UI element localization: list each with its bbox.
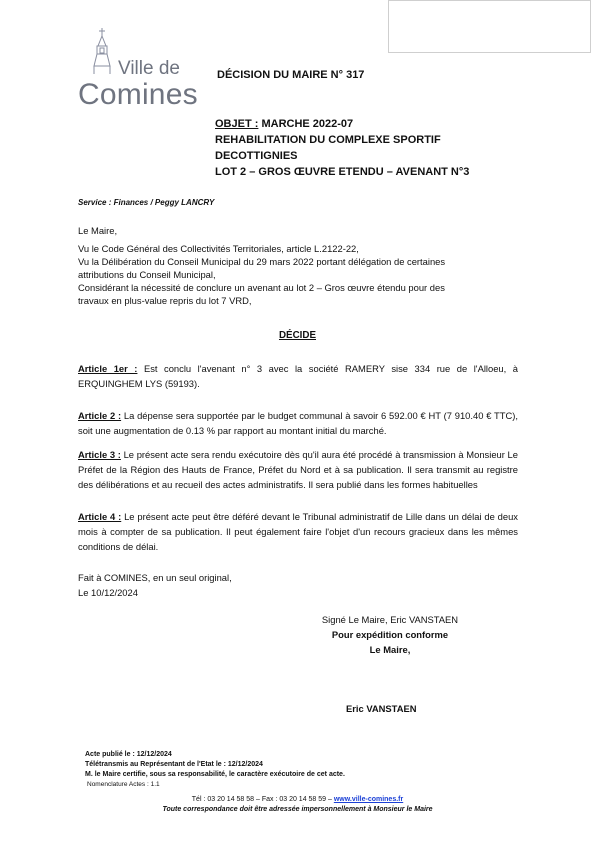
article-4-text: Le présent acte peut être déféré devant le Tribunal administratif de Lille dans un délai de deux mois à compter de sa publication. Il peut également faire l'objet d'un recours gracieux dans les mêmes conditions de délai. [78,511,518,552]
article-4 [78,509,518,554]
closing-block [78,570,232,600]
fait-a: Fait à COMINES, en un seul original, [78,572,232,583]
contact-phone-fax: Tél : 03 20 14 58 58 – Fax : 03 20 14 58 59 – [191,796,334,803]
footer-notes [85,750,345,790]
article-2-text: La dépense sera supportée par le budget communal à savoir 6 592.00 € HT (7 910.40 € TTC), soit une augmentation de 0.13 % par rapport au montant initial du marché. [78,410,518,436]
closing-date: Le 10/12/2024 [78,587,138,598]
stamp-box [388,0,591,53]
logo-ville-text: Ville de [118,58,180,79]
vu-deliberation-cont: attributions du Conseil Municipal, [78,269,216,280]
objet-label: OBJET : [215,118,259,130]
objet-line-2: REHABILITATION DU COMPLEXE SPORTIF [215,134,441,146]
le-maire-intro: Le Maire, [78,225,118,236]
article-1-text: Est conclu l'avenant n° 3 avec la société RAMERY sise 334 rue de l'Alloeu, à ERQUINGHEM LYS (59193). [78,363,518,389]
article-1 [78,361,518,391]
decide-heading: DÉCIDE [278,330,317,341]
signatory-name: Eric VANSTAEN [346,703,417,714]
article-2 [78,408,518,438]
certification: M. le Maire certifie, sous sa responsabilité, le caractère exécutoire de cet acte. [85,771,345,778]
vu-code: Vu le Code Général des Collectivités Territoriales, article L.2122-22, [78,243,359,254]
teletransmis: Télétransmis au Représentant de l'Etat le : 12/12/2024 [85,761,263,768]
signature-le-maire: Le Maire, [369,644,411,655]
decision-title: DÉCISION DU MAIRE N° 317 [217,69,365,81]
signature-block [300,612,480,657]
signed-by: Signé Le Maire, Eric VANSTAEN [321,614,459,625]
correspondence-notice: Toute correspondance doit être adressée impersonnellement à Monsieur le Maire [162,806,433,813]
website-link[interactable]: www.ville-comines.fr [333,796,404,803]
service-line: Service : Finances / Peggy LANCRY [78,198,215,207]
nomenclature: Nomenclature Actes : 1.1 [87,781,160,788]
footer-contact [0,795,595,815]
acte-publie: Acte publié le : 12/12/2024 [85,751,172,758]
article-1-label: Article 1er : [78,363,138,374]
article-3-label: Article 3 : [78,449,121,460]
preamble-block [78,242,518,307]
objet-block [215,116,469,180]
considerant-cont: travaux en plus-value repris du lot 7 VRD, [78,295,252,306]
vu-deliberation: Vu la Délibération du Conseil Municipal du 29 mars 2022 portant délégation de certaines [78,256,446,267]
logo-comines-text: Comines [78,78,198,111]
considerant: Considérant la nécessité de conclure un avenant au lot 2 – Gros œuvre étendu pour des [78,282,445,293]
city-logo [78,26,196,112]
article-3-text: Le présent acte sera rendu exécutoire dès qu'il aura été procédé à transmission à Monsieur Le Préfet de la Région des Hauts de France, Préfet du Nord et à sa publication. Il sera transmit au registre des délibérations et au recueil des actes administratifs. Il sera publié dans les formes habituelles [78,449,518,490]
article-2-label: Article 2 : [78,410,122,421]
expedition-conforme: Pour expédition conforme [331,629,449,640]
article-3 [78,447,518,492]
objet-line-4: LOT 2 – GROS ŒUVRE ETENDU – AVENANT N°3 [215,166,470,178]
objet-line-3: DECOTTIGNIES [215,150,298,162]
article-4-label: Article 4 : [78,511,122,522]
objet-line-1: MARCHE 2022-07 [258,118,354,130]
